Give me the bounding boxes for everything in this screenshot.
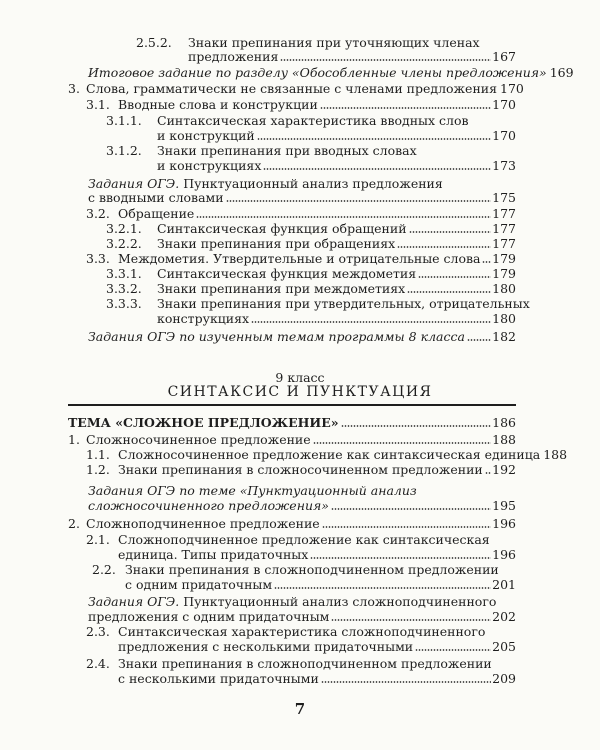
toc-entry-text: Задания ОГЭ по изученным темам программы 8 класса bbox=[88, 329, 465, 344]
toc-number: 3.1.2. bbox=[106, 143, 142, 158]
toc-entry-text: с вводными словами bbox=[88, 190, 224, 205]
toc-page-number: 180 bbox=[492, 281, 516, 296]
toc-entry-text: Синтаксическая характеристика сложноподчиненного bbox=[118, 624, 486, 639]
toc-number: 2.4. bbox=[86, 656, 110, 671]
toc-entry-text: Сложносочиненное предложение bbox=[86, 432, 311, 447]
toc-entry-text: Итоговое задание по разделу «Обособленные члены предложения» bbox=[88, 65, 547, 80]
toc-page-number: 170 bbox=[500, 81, 524, 96]
toc-entry bbox=[125, 577, 516, 592]
toc-page-number: 188 bbox=[492, 432, 516, 447]
toc-entry-text: с одним придаточным bbox=[125, 577, 273, 592]
toc-page-number: 180 bbox=[492, 311, 516, 326]
toc-page-number: 179 bbox=[492, 266, 516, 281]
toc-entry bbox=[157, 221, 516, 236]
toc-page-number: 179 bbox=[492, 251, 516, 266]
toc-entry-text: конструкциях bbox=[157, 311, 250, 326]
section-title: СИНТАКСИС И ПУНКТУАЦИЯ bbox=[167, 384, 433, 400]
toc-number: 3.3.1. bbox=[106, 266, 142, 281]
toc-topic-heading: ТЕМА «СЛОЖНОЕ ПРЕДЛОЖЕНИЕ» bbox=[68, 415, 339, 430]
toc-number: 3.1. bbox=[86, 97, 110, 112]
toc-entry bbox=[157, 266, 516, 281]
toc-entry bbox=[68, 415, 516, 430]
toc-entry-text: Слова, грамматически не связанные с членами предложения bbox=[86, 81, 497, 96]
toc-entry bbox=[157, 128, 516, 143]
toc-page-number: 205 bbox=[492, 639, 516, 654]
toc-entry bbox=[118, 462, 516, 477]
toc-entry bbox=[88, 190, 516, 205]
toc-entry bbox=[88, 329, 516, 344]
toc-entry-text: Знаки препинания в сложноподчиненном предложении bbox=[125, 562, 499, 577]
toc-page-number: 209 bbox=[492, 671, 516, 686]
toc-number: 3.3.3. bbox=[106, 296, 142, 311]
toc-entry-text: Знаки препинания при обращениях bbox=[157, 236, 396, 251]
toc-entry bbox=[157, 281, 516, 296]
toc-page-number: 170 bbox=[492, 97, 516, 112]
toc-page-number: 196 bbox=[492, 547, 516, 562]
toc-page-number: 196 bbox=[492, 516, 516, 531]
toc-entry-text: Знаки препинания при вводных словах bbox=[157, 143, 417, 158]
toc-number: 3.3. bbox=[86, 251, 110, 266]
toc-entry-text: Задания ОГЭ. Пунктуационный анализ предложения bbox=[88, 176, 443, 191]
toc-number: 3.1.1. bbox=[106, 113, 142, 128]
toc-entry bbox=[118, 97, 516, 112]
toc-page-number: 186 bbox=[492, 415, 516, 430]
toc-entry bbox=[118, 547, 516, 562]
toc-number: 1.2. bbox=[86, 462, 110, 477]
toc-entry bbox=[157, 311, 516, 326]
toc-entry-text: Знаки препинания в сложноподчиненном предложении bbox=[118, 656, 492, 671]
toc-entry-text: Знаки препинания при междометиях bbox=[157, 281, 406, 296]
toc-entry-text: Задания ОГЭ по теме «Пунктуационный анализ bbox=[88, 483, 417, 498]
toc-page-number: 173 bbox=[492, 158, 516, 173]
toc-entry bbox=[86, 432, 516, 447]
toc-entry-text: предложения bbox=[188, 49, 279, 64]
toc-page-number: 169 bbox=[549, 65, 574, 80]
toc-entry bbox=[86, 516, 516, 531]
toc-page-number: 202 bbox=[492, 609, 516, 624]
toc-entry-text: сложносочиненного предложения» bbox=[88, 498, 329, 513]
toc-entry bbox=[88, 609, 516, 624]
toc-page-number: 170 bbox=[492, 128, 516, 143]
toc-entry bbox=[88, 498, 516, 513]
toc-entry-text: Сложноподчиненное предложение bbox=[86, 516, 320, 531]
toc-number: 2.2. bbox=[92, 562, 116, 577]
toc-number: 3.2. bbox=[86, 206, 110, 221]
toc-number: 2.3. bbox=[86, 624, 110, 639]
toc-entry-text: предложения с несколькими придаточными bbox=[118, 639, 414, 654]
toc-entry-text: Знаки препинания при утвердительных, отрицательных bbox=[157, 296, 530, 311]
toc-number: 2. bbox=[68, 516, 80, 531]
toc-page-number: 177 bbox=[492, 206, 516, 221]
toc-entry bbox=[157, 236, 516, 251]
toc-entry bbox=[118, 206, 516, 221]
toc-number: 2.1. bbox=[86, 532, 110, 547]
divider bbox=[68, 404, 516, 406]
grade-heading: 9 класс bbox=[275, 370, 325, 385]
toc-number: 1. bbox=[68, 432, 80, 447]
toc-entry bbox=[118, 251, 516, 266]
toc-entry bbox=[157, 158, 516, 173]
toc-entry bbox=[86, 81, 524, 96]
toc-entry bbox=[118, 447, 568, 462]
toc-entry-text: Сложноподчиненное предложение как синтаксическая bbox=[118, 532, 490, 547]
toc-entry-text: Сложносочиненное предложение как синтаксическая единица bbox=[118, 447, 541, 462]
toc-page-number: 177 bbox=[492, 221, 516, 236]
toc-entry bbox=[88, 65, 574, 80]
toc-number: 3.2.1. bbox=[106, 221, 142, 236]
toc-page-number: 192 bbox=[492, 462, 516, 477]
toc-entry-text: Междометия. Утвердительные и отрицательные слова bbox=[118, 251, 481, 266]
toc-number: 3.2.2. bbox=[106, 236, 142, 251]
toc-page-number: 188 bbox=[543, 447, 568, 462]
page-number: 7 bbox=[294, 700, 306, 718]
toc-entry-text: Задания ОГЭ. Пунктуационный анализ сложноподчиненного bbox=[88, 594, 497, 609]
toc-entry bbox=[118, 671, 516, 686]
toc-entry-text: и конструкциях bbox=[157, 158, 262, 173]
toc-entry-text: предложения с одним придаточным bbox=[88, 609, 330, 624]
toc-number: 2.5.2. bbox=[136, 35, 172, 50]
toc-entry-text: Обращение bbox=[118, 206, 195, 221]
toc-entry-text: и конструкций bbox=[157, 128, 255, 143]
toc-page-number: 177 bbox=[492, 236, 516, 251]
toc-number: 3.3.2. bbox=[106, 281, 142, 296]
toc-page-number: 167 bbox=[492, 49, 516, 64]
toc-page-number: 195 bbox=[492, 498, 516, 513]
toc-entry bbox=[188, 49, 516, 64]
toc-entry-text: Синтаксическая характеристика вводных слов bbox=[157, 113, 469, 128]
toc-entry-text: единица. Типы придаточных bbox=[118, 547, 309, 562]
toc-page-number: 182 bbox=[492, 329, 516, 344]
toc-entry-text: Вводные слова и конструкции bbox=[118, 97, 318, 112]
toc-entry-text: Синтаксическая функция междометия bbox=[157, 266, 417, 281]
toc-entry bbox=[118, 639, 516, 654]
toc-entry-text: с несколькими придаточными bbox=[118, 671, 319, 686]
toc-page-number: 201 bbox=[492, 577, 516, 592]
toc-number: 3. bbox=[68, 81, 80, 96]
toc-entry-text: Знаки препинания при уточняющих членах bbox=[188, 35, 480, 50]
toc-entry-text: Знаки препинания в сложносочиненном предложении bbox=[118, 462, 483, 477]
toc-entry-text: Синтаксическая функция обращений bbox=[157, 221, 407, 236]
toc-page-number: 175 bbox=[492, 190, 516, 205]
toc-number: 1.1. bbox=[86, 447, 110, 462]
